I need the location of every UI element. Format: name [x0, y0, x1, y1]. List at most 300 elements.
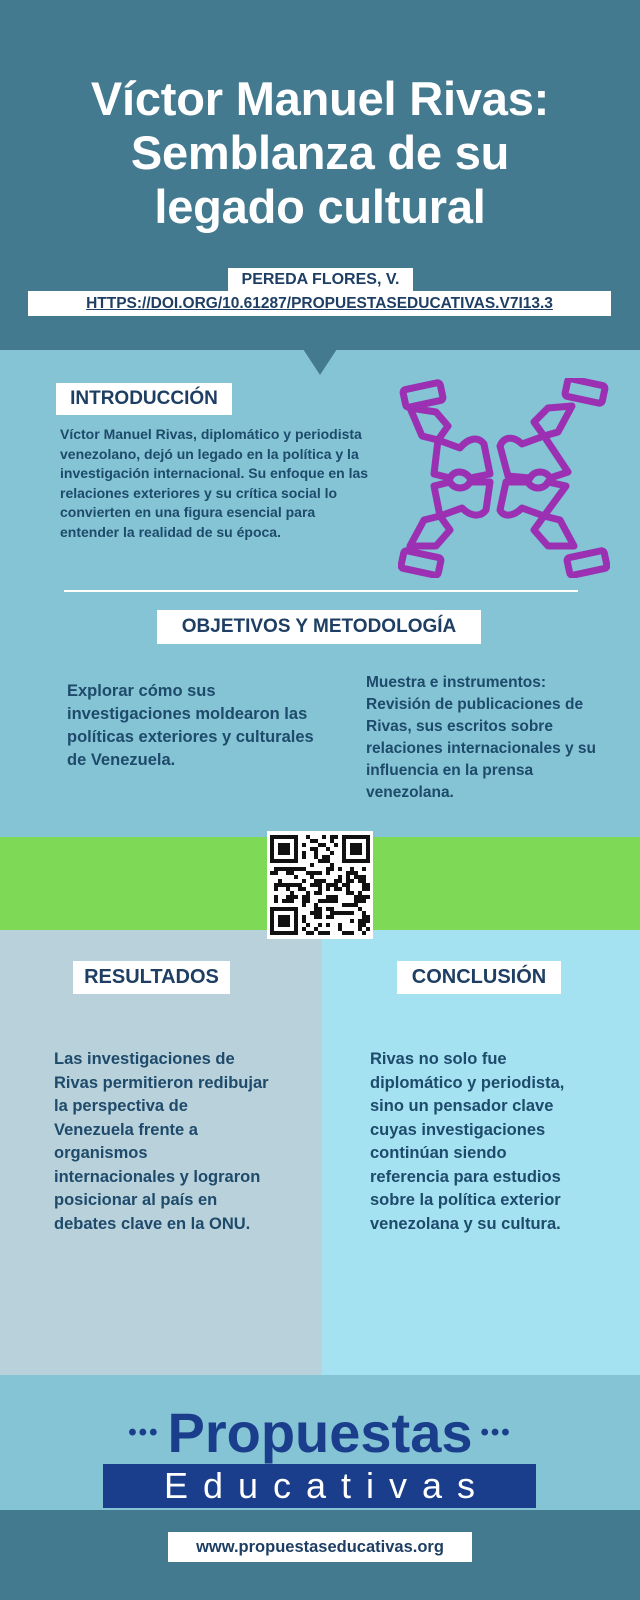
qr-module: [322, 855, 326, 859]
qr-module: [354, 875, 358, 879]
qr-module: [366, 859, 370, 863]
qr-module: [290, 859, 294, 863]
qr-module: [346, 887, 350, 891]
qr-module: [326, 871, 330, 875]
results-section: [0, 930, 322, 1375]
qr-module: [294, 847, 298, 851]
qr-module: [346, 871, 350, 875]
qr-module: [346, 835, 350, 839]
qr-module: [346, 859, 350, 863]
qr-module: [278, 931, 282, 935]
qr-module: [274, 835, 278, 839]
qr-module: [278, 879, 282, 883]
qr-module: [294, 839, 298, 843]
qr-module: [286, 915, 290, 919]
qr-module: [286, 851, 290, 855]
qr-module: [342, 839, 346, 843]
qr-module: [310, 871, 314, 875]
qr-module: [330, 915, 334, 919]
qr-module: [334, 911, 338, 915]
qr-module: [270, 907, 274, 911]
qr-module: [358, 875, 362, 879]
qr-module: [274, 859, 278, 863]
qr-module: [278, 847, 282, 851]
intro-section: [0, 350, 640, 837]
qr-module: [342, 843, 346, 847]
qr-module: [338, 875, 342, 879]
qr-module: [330, 899, 334, 903]
qr-module: [322, 879, 326, 883]
qr-module: [278, 923, 282, 927]
qr-module: [310, 847, 314, 851]
title-line-3: legado cultural: [154, 180, 486, 233]
qr-module: [290, 835, 294, 839]
qr-code-icon[interactable]: [267, 831, 373, 939]
qr-module: [350, 911, 354, 915]
conclusion-section: [322, 930, 640, 1375]
qr-module: [362, 887, 366, 891]
qr-module: [362, 867, 366, 871]
qr-module: [294, 851, 298, 855]
logo-name: Propuestas: [167, 1401, 473, 1464]
qr-module: [294, 835, 298, 839]
title-line-1: Víctor Manuel Rivas:: [90, 72, 550, 125]
qr-module: [286, 835, 290, 839]
qr-module: [314, 855, 318, 859]
qr-module: [290, 871, 294, 875]
qr-module: [290, 907, 294, 911]
qr-module: [294, 927, 298, 931]
qr-module: [274, 899, 278, 903]
qr-module: [362, 895, 366, 899]
qr-module: [366, 847, 370, 851]
qr-module: [286, 871, 290, 875]
title-line-2: Semblanza de su: [130, 126, 510, 179]
qr-module: [338, 879, 342, 883]
qr-module: [342, 903, 346, 907]
qr-module: [350, 851, 354, 855]
qr-module: [358, 859, 362, 863]
qr-module: [350, 879, 354, 883]
qr-module: [282, 847, 286, 851]
qr-module: [294, 895, 298, 899]
qr-module: [366, 851, 370, 855]
qr-module: [318, 911, 322, 915]
qr-module: [290, 899, 294, 903]
qr-module: [294, 931, 298, 935]
qr-module: [282, 931, 286, 935]
qr-module: [342, 883, 346, 887]
qr-module: [314, 871, 318, 875]
results-heading: RESULTADOS: [73, 961, 230, 994]
qr-module: [358, 851, 362, 855]
qr-module: [278, 859, 282, 863]
qr-module: [362, 931, 366, 935]
qr-module: [290, 891, 294, 895]
qr-module: [318, 915, 322, 919]
pointer-triangle: [303, 349, 337, 375]
qr-module: [270, 847, 274, 851]
qr-module: [318, 883, 322, 887]
qr-module: [286, 859, 290, 863]
qr-module: [270, 843, 274, 847]
qr-module: [282, 899, 286, 903]
qr-module: [278, 915, 282, 919]
qr-module: [294, 915, 298, 919]
qr-module: [346, 891, 350, 895]
qr-module: [294, 859, 298, 863]
qr-module: [346, 931, 350, 935]
qr-module: [310, 883, 314, 887]
qr-module: [278, 835, 282, 839]
logo-subtitle: Educativas: [103, 1464, 536, 1508]
qr-module: [310, 911, 314, 915]
qr-module: [330, 911, 334, 915]
qr-module: [350, 919, 354, 923]
qr-module: [342, 911, 346, 915]
qr-module: [358, 895, 362, 899]
qr-module: [346, 911, 350, 915]
qr-module: [346, 903, 350, 907]
qr-module: [342, 931, 346, 935]
qr-module: [282, 867, 286, 871]
qr-module: [302, 919, 306, 923]
qr-module: [354, 851, 358, 855]
qr-module: [362, 835, 366, 839]
qr-module: [366, 887, 370, 891]
qr-module: [362, 883, 366, 887]
qr-module: [322, 835, 326, 839]
qr-module: [298, 867, 302, 871]
qr-module: [330, 867, 334, 871]
qr-module: [294, 875, 298, 879]
qr-module: [278, 867, 282, 871]
methodology-text: Muestra e instrumentos: Revisión de publicaciones de Rivas, sus escritos sobre relaciones internacionales y su influencia en la prensa venezolana.: [366, 674, 597, 801]
qr-module: [362, 875, 366, 879]
qr-module: [318, 887, 322, 891]
qr-module: [306, 899, 310, 903]
qr-module: [326, 907, 330, 911]
qr-module: [358, 835, 362, 839]
qr-module: [306, 891, 310, 895]
qr-module: [270, 855, 274, 859]
author-label: PEREDA FLORES, V.: [228, 268, 413, 292]
qr-module: [358, 843, 362, 847]
qr-module: [338, 923, 342, 927]
qr-module: [282, 923, 286, 927]
qr-module: [270, 839, 274, 843]
qr-module: [270, 915, 274, 919]
qr-module: [346, 875, 350, 879]
qr-module: [274, 871, 278, 875]
qr-module: [286, 895, 290, 899]
qr-module: [366, 835, 370, 839]
qr-module: [270, 919, 274, 923]
qr-module: [278, 907, 282, 911]
qr-module: [326, 859, 330, 863]
qr-module: [310, 863, 314, 867]
qr-module: [318, 931, 322, 935]
qr-module: [362, 911, 366, 915]
qr-module: [366, 915, 370, 919]
conclusion-body: Rivas no solo fue diplomático y periodista, sino un pensador clave cuyas investigaciones continúan siendo referencia para estudios sobre la política exterior venezolana y su cultura.: [370, 1050, 565, 1233]
doi-link[interactable]: HTTPS://DOI.ORG/10.61287/PROPUESTASEDUCATIVAS.V7I13.3: [28, 291, 611, 316]
qr-module: [286, 931, 290, 935]
qr-module: [270, 911, 274, 915]
qr-module: [366, 883, 370, 887]
qr-module: [354, 835, 358, 839]
qr-module: [318, 879, 322, 883]
qr-module: [358, 899, 362, 903]
objectives-heading: OBJETIVOS Y METODOLOGÍA: [157, 610, 481, 644]
qr-module: [354, 895, 358, 899]
qr-module: [282, 915, 286, 919]
qr-module: [294, 919, 298, 923]
qr-module: [350, 847, 354, 851]
qr-module: [290, 883, 294, 887]
qr-module: [330, 907, 334, 911]
website-link[interactable]: www.propuestaseducativas.org: [168, 1532, 472, 1562]
qr-module: [270, 859, 274, 863]
qr-module: [302, 867, 306, 871]
brand-section: [0, 1375, 640, 1510]
qr-module: [358, 923, 362, 927]
qr-module: [334, 899, 338, 903]
qr-module: [318, 907, 322, 911]
qr-module: [358, 907, 362, 911]
qr-module: [314, 883, 318, 887]
qr-module: [298, 887, 302, 891]
qr-module: [270, 871, 274, 875]
conclusion-heading: CONCLUSIÓN: [397, 961, 561, 994]
qr-module: [330, 839, 334, 843]
qr-module: [278, 919, 282, 923]
qr-module: [350, 867, 354, 871]
qr-module: [274, 887, 278, 891]
qr-module: [342, 847, 346, 851]
qr-module: [358, 879, 362, 883]
qr-module: [306, 835, 310, 839]
qr-module: [294, 923, 298, 927]
qr-module: [338, 887, 342, 891]
qr-module: [326, 855, 330, 859]
qr-module: [322, 843, 326, 847]
qr-module: [314, 847, 318, 851]
qr-module: [294, 867, 298, 871]
qr-module: [366, 855, 370, 859]
qr-module: [346, 879, 350, 883]
qr-module: [278, 883, 282, 887]
qr-module: [302, 899, 306, 903]
objectives-text: Explorar cómo sus investigaciones moldearon las políticas exteriores y culturales de Venezuela.: [67, 682, 314, 769]
qr-module: [270, 923, 274, 927]
qr-module: [366, 843, 370, 847]
qr-module: [350, 871, 354, 875]
qr-module: [294, 907, 298, 911]
qr-module: [314, 915, 318, 919]
qr-module: [326, 867, 330, 871]
qr-module: [342, 835, 346, 839]
qr-module: [326, 899, 330, 903]
qr-module: [270, 835, 274, 839]
qr-module: [366, 927, 370, 931]
handshake-puzzle-icon: [398, 378, 610, 578]
qr-module: [350, 835, 354, 839]
intro-body: Víctor Manuel Rivas, diplomático y periodista venezolano, dejó un legado en la política y la investigación internacional. Su enfoque en las relaciones exteriores y su crítica social lo convierten en una figura esencial para entender la realidad de su época.: [60, 426, 369, 540]
qr-module: [342, 851, 346, 855]
qr-module: [294, 843, 298, 847]
qr-module: [314, 927, 318, 931]
brand-logo: [0, 1403, 640, 1463]
qr-module: [334, 895, 338, 899]
qr-module: [330, 883, 334, 887]
qr-module: [326, 883, 330, 887]
qr-module: [282, 919, 286, 923]
qr-module: [306, 923, 310, 927]
qr-module: [342, 855, 346, 859]
qr-module: [358, 847, 362, 851]
qr-module: [346, 883, 350, 887]
qr-module: [350, 843, 354, 847]
qr-module: [290, 867, 294, 871]
qr-module: [350, 903, 354, 907]
qr-module: [358, 919, 362, 923]
qr-module: [302, 915, 306, 919]
qr-module: [282, 907, 286, 911]
qr-module: [282, 859, 286, 863]
qr-module: [322, 931, 326, 935]
qr-module: [350, 859, 354, 863]
qr-module: [302, 887, 306, 891]
qr-module: [286, 847, 290, 851]
qr-module: [302, 879, 306, 883]
qr-module: [354, 899, 358, 903]
footer: [0, 1510, 640, 1600]
qr-module: [298, 883, 302, 887]
qr-module: [274, 867, 278, 871]
qr-module: [334, 883, 338, 887]
qr-module: [286, 899, 290, 903]
qr-module: [302, 927, 306, 931]
qr-module: [274, 907, 278, 911]
qr-module: [310, 839, 314, 843]
qr-module: [354, 903, 358, 907]
logo-dots-right: •••: [480, 1419, 512, 1446]
qr-module: [354, 871, 358, 875]
qr-module: [362, 915, 366, 919]
qr-module: [326, 847, 330, 851]
qr-module: [270, 931, 274, 935]
qr-module: [302, 855, 306, 859]
qr-module: [362, 859, 366, 863]
qr-module: [366, 895, 370, 899]
qr-module: [362, 899, 366, 903]
qr-module: [302, 851, 306, 855]
qr-module: [314, 851, 318, 855]
qr-module: [338, 911, 342, 915]
qr-module: [330, 895, 334, 899]
qr-module: [274, 883, 278, 887]
qr-module: [318, 859, 322, 863]
qr-module: [334, 879, 338, 883]
section-divider: [64, 590, 578, 592]
qr-module: [278, 843, 282, 847]
qr-module: [306, 931, 310, 935]
qr-module: [362, 923, 366, 927]
qr-module: [306, 895, 310, 899]
qr-module: [310, 875, 314, 879]
qr-module: [286, 843, 290, 847]
qr-module: [314, 903, 318, 907]
qr-module: [318, 923, 322, 927]
qr-module: [350, 891, 354, 895]
qr-module: [354, 843, 358, 847]
qr-module: [334, 887, 338, 891]
qr-module: [278, 851, 282, 855]
qr-module: [286, 883, 290, 887]
qr-module: [314, 879, 318, 883]
qr-module: [338, 867, 342, 871]
qr-module: [314, 839, 318, 843]
logo-dots-left: •••: [128, 1419, 160, 1446]
qr-module: [282, 835, 286, 839]
qr-module: [270, 851, 274, 855]
qr-module: [326, 887, 330, 891]
qr-module: [294, 911, 298, 915]
qr-module: [342, 859, 346, 863]
qr-module: [354, 847, 358, 851]
qr-module: [302, 843, 306, 847]
qr-module: [314, 907, 318, 911]
qr-module: [334, 843, 338, 847]
qr-module: [322, 859, 326, 863]
qr-module: [282, 883, 286, 887]
header: [0, 0, 640, 350]
qr-module: [294, 883, 298, 887]
qr-module: [302, 895, 306, 899]
qr-module: [330, 851, 334, 855]
intro-heading: INTRODUCCIÓN: [56, 383, 232, 415]
qr-module: [318, 891, 322, 895]
qr-module: [306, 871, 310, 875]
qr-module: [286, 867, 290, 871]
qr-module: [314, 891, 318, 895]
results-body: Las investigaciones de Rivas permitieron redibujar la perspectiva de Venezuela frente a organismos internacionales y lograron posicionar al país en debates clave en la ONU.: [54, 1050, 269, 1233]
qr-module: [338, 927, 342, 931]
qr-module: [286, 923, 290, 927]
qr-module: [282, 851, 286, 855]
qr-module: [310, 931, 314, 935]
qr-module: [326, 915, 330, 919]
qr-module: [286, 907, 290, 911]
page-title: [20, 72, 620, 234]
qr-module: [294, 855, 298, 859]
qr-module: [326, 895, 330, 899]
qr-module: [302, 903, 306, 907]
qr-module: [274, 895, 278, 899]
qr-code-graphic: [267, 831, 373, 939]
qr-module: [286, 887, 290, 891]
qr-module: [330, 835, 334, 839]
qr-module: [282, 843, 286, 847]
qr-module: [358, 891, 362, 895]
qr-module: [326, 923, 330, 927]
qr-module: [290, 931, 294, 935]
qr-module: [362, 919, 366, 923]
qr-module: [354, 859, 358, 863]
qr-module: [318, 843, 322, 847]
qr-module: [350, 931, 354, 935]
